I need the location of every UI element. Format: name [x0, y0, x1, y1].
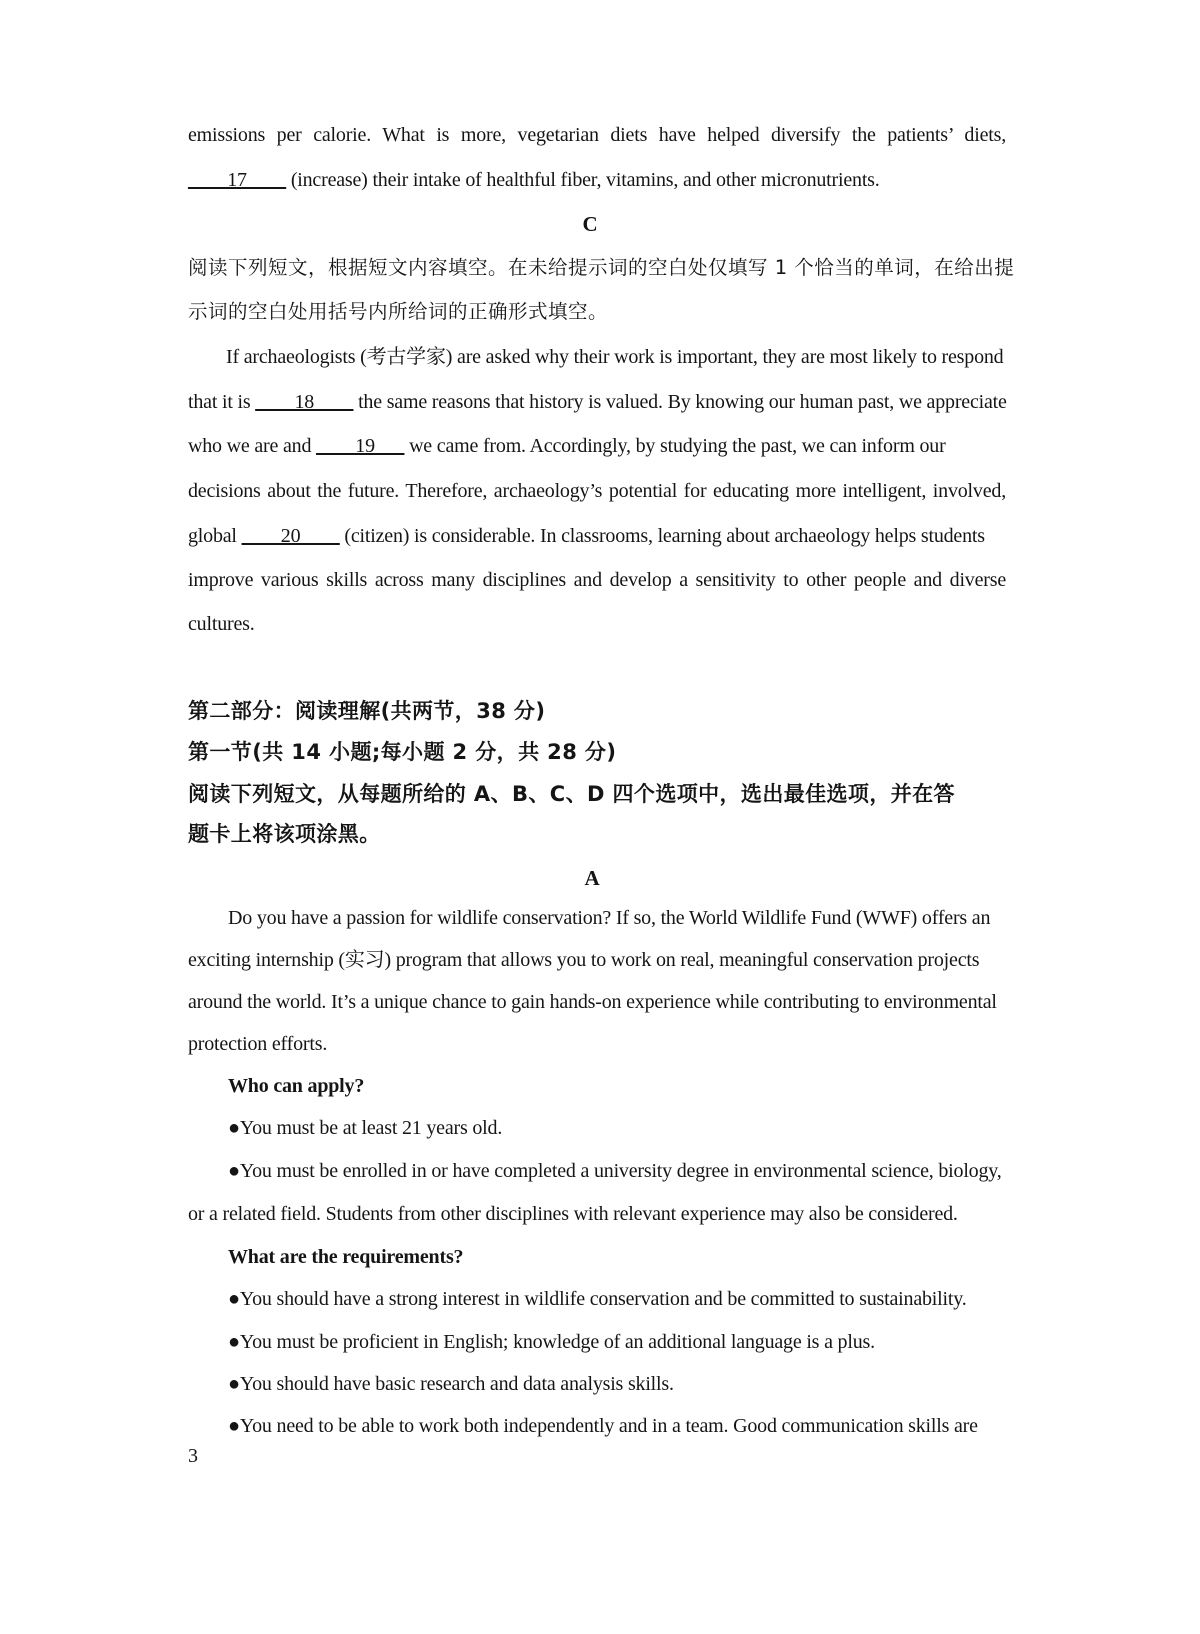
section-c-letter: C	[582, 212, 598, 236]
intro-line-1: emissions per calorie. What is more, vegetarian diets have helped diversify the patients’ diets,	[188, 124, 1006, 146]
section-c-line-2a: that it is	[188, 391, 256, 413]
section-c-line-5c: (citizen) is considerable. In classrooms, learning about archaeology helps students	[339, 525, 985, 547]
requirements-heading: What are the requirements?	[228, 1246, 464, 1268]
part-2-subheading: 第一节(共 14 小题;每小题 2 分，共 28 分)	[188, 740, 617, 764]
part-2-instruction-1: 阅读下列短文，从每题所给的 A、B、C、D 四个选项中，选出最佳选项，并在答	[188, 782, 955, 806]
page-number: 3	[188, 1445, 198, 1467]
section-c-line-3c: we came from. Accordingly, by studying the past, we can inform our	[404, 435, 946, 457]
part-2-instruction-2: 题卡上将该项涂黑。	[188, 822, 381, 846]
req-bullet-2: ●You must be proficient in English; knowledge of an additional language is a plus.	[228, 1331, 875, 1353]
section-c-instruction-1: 阅读下列短文，根据短文内容填空。在未给提示词的空白处仅填写 1 个恰当的单词，在给出提	[188, 256, 1015, 279]
intro-line-2	[188, 166, 880, 194]
req-bullet-4: ●You need to be able to work both independently and in a team. Good communication skills are	[228, 1415, 978, 1437]
section-c-line-4: decisions about the future. Therefore, archaeology’s potential for educating more intelligent, involved,	[188, 480, 1006, 502]
section-c-line-5	[188, 522, 985, 550]
section-c-line-1: If archaeologists (考古学家) are asked why their work is important, they are most likely to respond	[226, 346, 1004, 368]
intro-line-2-text: (increase) their intake of healthful fiber, vitamins, and other micronutrients.	[286, 169, 880, 191]
blank-20: ____20____	[241, 525, 340, 547]
section-c-instruction-2: 示词的空白处用括号内所给词的正确形式填空。	[188, 300, 609, 323]
part-2-heading: 第二部分：阅读理解(共两节，38 分)	[188, 699, 546, 723]
section-c-line-5a: global	[188, 525, 242, 547]
who-can-apply-heading: Who can apply?	[228, 1075, 365, 1097]
blank-17: ____17____	[188, 169, 287, 191]
passage-a-letter: A	[584, 866, 600, 890]
section-c-line-3a: who we are and	[188, 435, 317, 457]
blank-19: ____19___	[316, 435, 405, 457]
blank-18: ____18____	[255, 391, 354, 413]
passage-a-line-4: protection efforts.	[188, 1033, 328, 1055]
section-c-line-2c: the same reasons that history is valued. By knowing our human past, we appreciate	[353, 391, 1007, 413]
who-bullet-1: ●You must be at least 21 years old.	[228, 1117, 503, 1139]
who-bullet-2: ●You must be enrolled in or have completed a university degree in environmental science, biology,	[228, 1160, 1002, 1182]
req-bullet-3: ●You should have basic research and data analysis skills.	[228, 1373, 674, 1395]
who-bullet-2-cont: or a related field. Students from other disciplines with relevant experience may also be considered.	[188, 1203, 958, 1225]
passage-a-line-3: around the world. It’s a unique chance to gain hands-on experience while contributing to environmental	[188, 991, 997, 1013]
passage-a-line-1: Do you have a passion for wildlife conservation? If so, the World Wildlife Fund (WWF) offers an	[228, 907, 991, 929]
section-c-line-2	[188, 388, 1007, 416]
section-c-line-7: cultures.	[188, 613, 255, 635]
passage-a-line-2: exciting internship (实习) program that allows you to work on real, meaningful conservation projects	[188, 949, 980, 971]
section-c-line-6: improve various skills across many disciplines and develop a sensitivity to other people and diverse	[188, 569, 1006, 591]
section-c-line-3	[188, 432, 946, 460]
req-bullet-1: ●You should have a strong interest in wildlife conservation and be committed to sustainability.	[228, 1288, 967, 1310]
